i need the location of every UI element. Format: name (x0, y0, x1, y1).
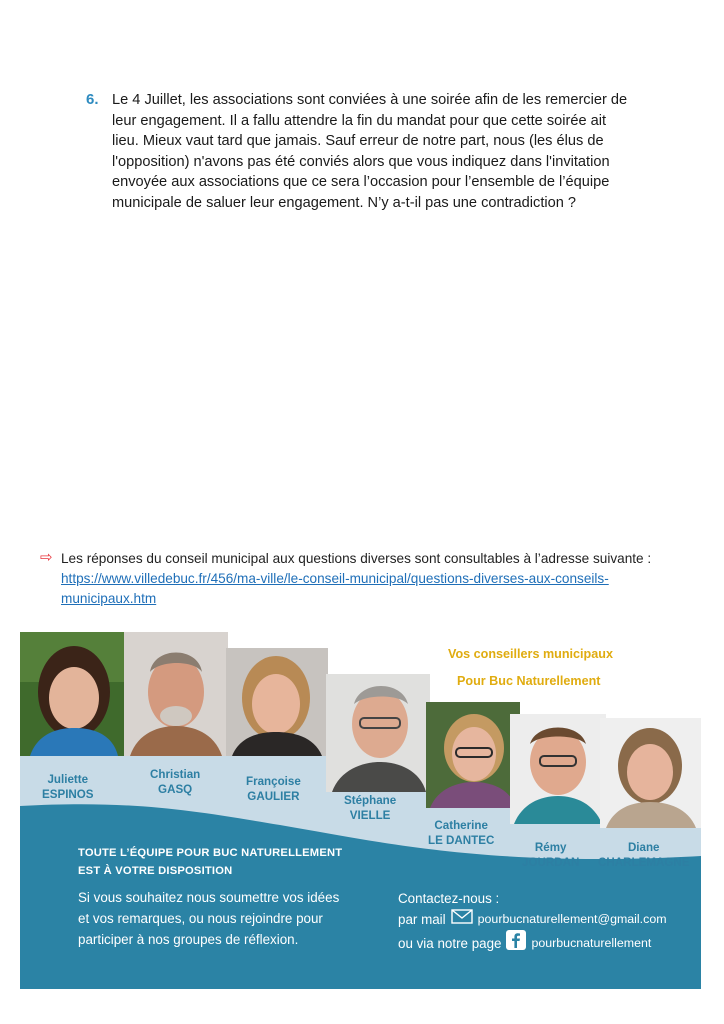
question-line: l'opposition) n'avons pas été conviés alors que vous indiquez dans l'invitation (112, 153, 610, 170)
contact-title: Contactez-nous : (398, 891, 500, 906)
responses-link-line2: municipaux.htm (61, 591, 157, 606)
member-name-remy: Rémy JOURDAN (522, 841, 580, 869)
arrow-right-icon: ⇨ (40, 549, 53, 566)
question-number: 6. (86, 91, 99, 108)
contact-email[interactable]: pourbucnaturellement@gmail.com (477, 912, 667, 926)
member-name-francoise: Françoise GAULIER (246, 775, 301, 803)
contact-facebook-page[interactable]: pourbucnaturellement (531, 935, 652, 950)
portrait-remy-jourdan (510, 714, 606, 824)
question-line: lieu. Mieux vaut tard que jamais. Sauf erreur de notre part, nous (les élus de (112, 133, 604, 150)
question-6 (86, 90, 666, 214)
portrait-diane-charlemagne (600, 718, 701, 828)
portrait-christian-gasq (124, 632, 228, 756)
member-name-juliette: Juliette ESPINOS (42, 773, 94, 801)
portrait-francoise-gaulier (226, 648, 328, 756)
banner-heading-line2: Pour Buc Naturellement (457, 674, 601, 688)
facebook-icon (506, 930, 526, 956)
invite-text: Si vous souhaitez nous soumettre vos idées et vos remarques, ou nous rejoindre pour participer à nos groupes de réflexion. (78, 890, 340, 947)
question-line: envoyée aux associations que ce sera l’occasion pour l’ensemble de l’équipe (112, 174, 610, 191)
question-text (112, 90, 627, 214)
portrait-juliette-espinos (20, 632, 124, 756)
question-line: leur engagement. Il a fallu attendre la fin du mandat pour que cette soirée ait (112, 112, 607, 129)
member-name-christian: Christian GASQ (150, 768, 201, 796)
team-banner (20, 630, 701, 989)
responses-note (40, 549, 700, 609)
responses-link[interactable] (61, 571, 609, 606)
member-name-diane: Diane CHARLEMAGNE (598, 841, 690, 869)
note-text: Les réponses du conseil municipal aux questions diverses sont consultables à l’adresse suivante : (61, 551, 652, 566)
member-name-stephane: Stéphane VIELLE (344, 794, 397, 822)
portrait-catherine-le-dantec (426, 702, 520, 808)
responses-link-line1: https://www.villedebuc.fr/456/ma-ville/le-conseil-municipal/questions-diverses-aux-conseils- (61, 571, 609, 586)
question-line: Le 4 Juillet, les associations sont conviées à une soirée afin de les remercier de (112, 92, 628, 108)
contact-block (398, 888, 698, 956)
question-line: municipale de saluer leur engagement. N’y a-t-il pas une contradiction ? (112, 194, 577, 211)
banner-heading-line1: Vos conseillers municipaux (448, 647, 613, 661)
member-name-catherine: Catherine LE DANTEC (428, 819, 495, 847)
mail-icon (451, 909, 473, 930)
team-availability: TOUTE L’ÉQUIPE POUR BUC NATURELLEMENT EST À VOTRE DISPOSITION (78, 847, 343, 877)
portrait-stephane-vielle (326, 674, 430, 792)
contact-facebook-row: ou via notre page pourbucnaturellement (398, 930, 698, 956)
contact-mail-row: par mail pourbucnaturellement@gmail.com (398, 909, 698, 930)
